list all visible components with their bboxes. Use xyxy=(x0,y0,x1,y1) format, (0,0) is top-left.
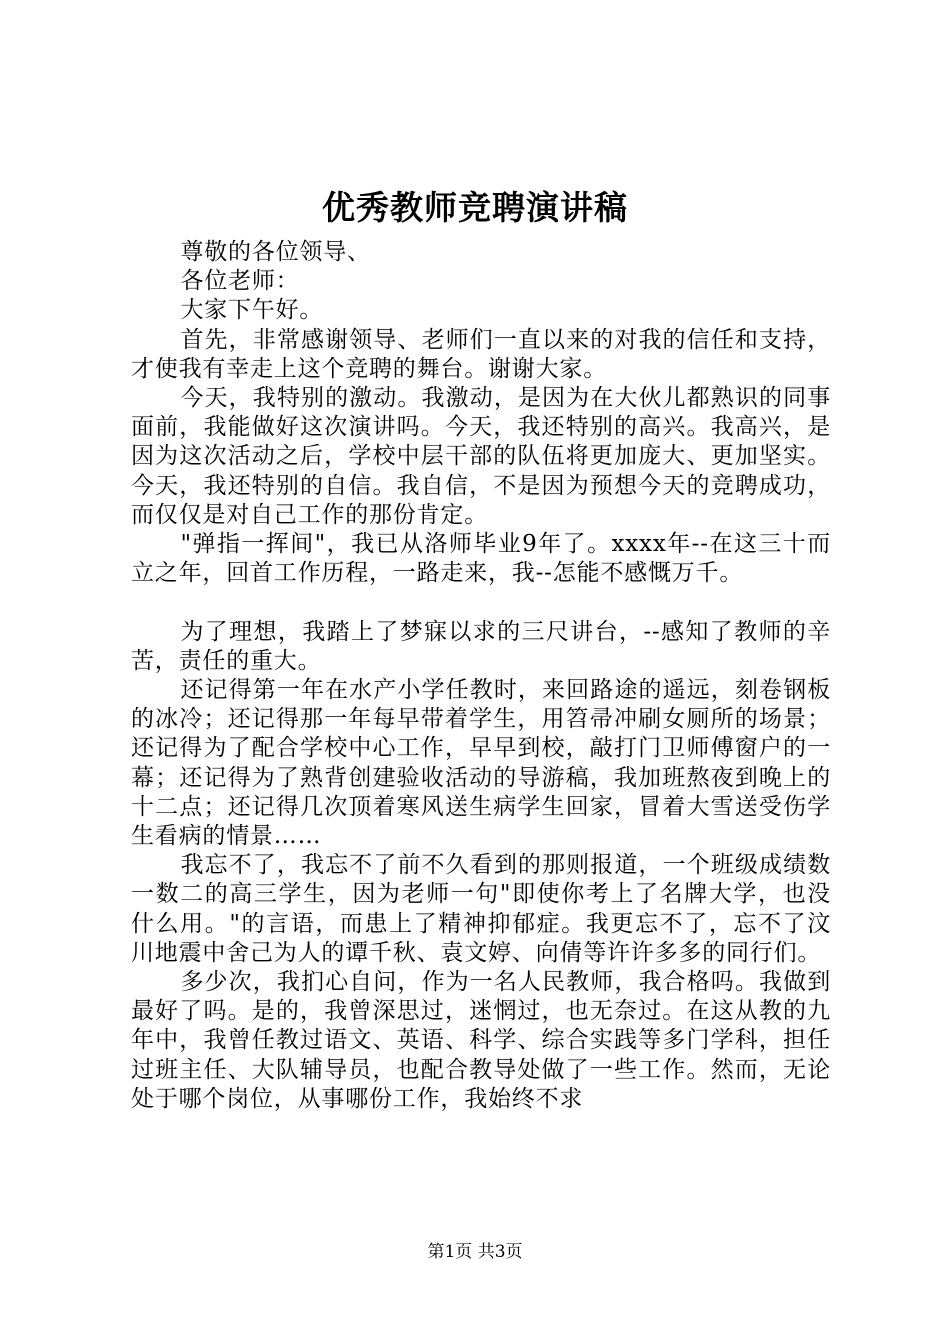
greeting: 大家下午好。 xyxy=(180,297,324,324)
paragraph-cannot-forget: 我忘不了，我忘不了前不久看到的那则报道，一个班级成绩数一数二的高三学生，因为老师一句"即使你考上了名牌大学，也没什么用。"的言语，而患上了精神抑郁症。我更忘不了，忘不了汶川地震中舍己为人的谭千秋、袁文婷、向倩等许许多多的同行们。 xyxy=(131,852,831,966)
paragraph-ideal: 为了理想，我踏上了梦寐以求的三尺讲台，--感知了教师的辛苦，责任的重大。 xyxy=(131,618,831,674)
paragraph-graduation: "弹指一挥间"，我已从洛师毕业9年了。xxxx年--在这三十而立之年，回首工作历程，一路走来，我--怎能不感慨万千。 xyxy=(131,531,831,587)
salutation-teachers: 各位老师： xyxy=(180,268,300,295)
paragraph-feelings: 今天，我特别的激动。我激动，是因为在大伙儿都熟识的同事面前，我能做好这次演讲吗。今天，我还特别的高兴。我高兴，是因为这次活动之后，学校中层干部的队伍将更加庞大、更加坚实。今天，我还特别的自信。我自信，不是因为预想今天的竞聘成功，而仅仅是对自己工作的那份肯定。 xyxy=(131,385,831,528)
paragraph-spacer xyxy=(131,588,831,617)
paragraph-self-reflection: 多少次，我扪心自问，作为一名人民教师，我合格吗。我做到最好了吗。是的，我曾深思过，迷惘过，也无奈过。在这从教的九年中，我曾任教过语文、英语、科学、综合实践等多门学科，担任过班主任、大队辅导员，也配合教导处做了一些工作。然而，无论处于哪个岗位，从事哪份工作，我始终不求 xyxy=(131,969,831,1112)
salutation-leaders: 尊敬的各位领导、 xyxy=(180,239,371,265)
page-footer: 第1页 共3页 xyxy=(427,1242,523,1262)
document-title: 优秀教师竞聘演讲稿 xyxy=(322,188,628,227)
paragraph-thanks: 首先，非常感谢领导、老师们一直以来的对我的信任和支持，才使我有幸走上这个竞聘的舞台。谢谢大家。 xyxy=(131,326,831,382)
paragraph-memories: 还记得第一年在水产小学任教时，来回路途的遥远，刻卷钢板的冰冷；还记得那一年每早带着学生，用笤帚冲刷女厕所的场景；还记得为了配合学校中心工作，早早到校，敲打门卫师傅窗户的一幕；还记得为了熟背创建验收活动的导游稿，我加班熬夜到晚上的十二点；还记得几次顶着寒风送生病学生回家，冒着大雪送受伤学生看病的情景…… xyxy=(131,677,831,850)
document-body xyxy=(131,238,831,1114)
